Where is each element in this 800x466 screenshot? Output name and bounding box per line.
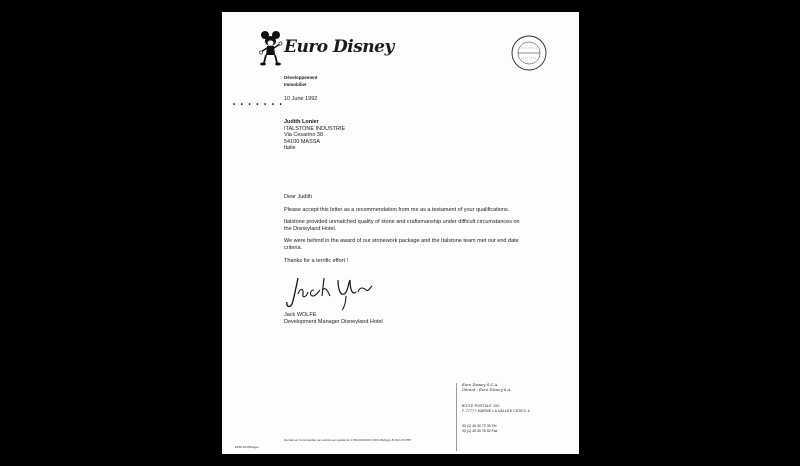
footer-company (462, 382, 511, 392)
recipient-address (284, 119, 444, 152)
recipient-street: Via Cesarino 38 (284, 132, 324, 139)
footer-reference: EDSD 90 Millimages (235, 446, 259, 449)
mickey-mouse-icon (258, 30, 284, 66)
footer-company-name: Euro Disney S.C.A. (462, 382, 499, 387)
handwritten-signature (284, 274, 374, 312)
recipient-company: ITALSTONE INDUSTRIE (284, 125, 346, 132)
footer-po-box: BOITE POSTALE 100 (462, 404, 500, 408)
footer-legal-text: Société en Commandite par actions au capital de 1.700.000.000 F RCS Bobigny B 334 173 887 (284, 438, 412, 442)
footer-fax: 33 (1) 49 30 76 92 Fax (462, 429, 498, 433)
recipient-name: Judith Lonier (284, 119, 319, 125)
footer-tel: 33 (1) 49 30 73 39 Tél (462, 424, 497, 428)
body-paragraph: Italstone provided unmatched quality of stone and craftsmanship under difficult circumstances on the Disneyland Hotel. (284, 219, 520, 232)
fold-marks: • • • • • • • (233, 102, 284, 108)
letter-date: 10 June 1992 (284, 96, 318, 102)
brand-name: Euro Disney (284, 37, 394, 57)
footer-contact (462, 424, 497, 434)
validation-stamp-icon (510, 34, 548, 72)
signer-block (284, 312, 383, 325)
footer-address (462, 404, 530, 414)
department-block (284, 74, 364, 88)
recipient-city: 54100 MASSA (284, 138, 321, 145)
euro-disney-logo (258, 30, 394, 66)
footer-manager: Gérant : Euro Disney S.A. (462, 387, 512, 393)
recipient-country: Italie (284, 145, 296, 152)
footer-city: F-77777 MARNE LA VALLEE CEDEX 4 (462, 409, 530, 413)
body-paragraph: We were behind in the award of our stonework package and the Italstone team met our end date criteria. (284, 238, 519, 251)
letter-body (284, 194, 524, 270)
footer-divider (456, 383, 457, 451)
body-paragraph: Thanks for a terrific effort ! (284, 257, 349, 264)
letter-page (222, 12, 579, 454)
salutation: Dear Judith (284, 194, 313, 200)
signer-title: Development Manager Disneyland Hotel (284, 318, 383, 325)
department-line-1: Développement (284, 75, 318, 80)
department-line-2: Immobilier (284, 82, 307, 87)
body-paragraph: Please accept this letter as a recommendation from me as a testament of your qualifications. (284, 206, 510, 213)
signer-name: Jack WOLFE (284, 312, 317, 318)
